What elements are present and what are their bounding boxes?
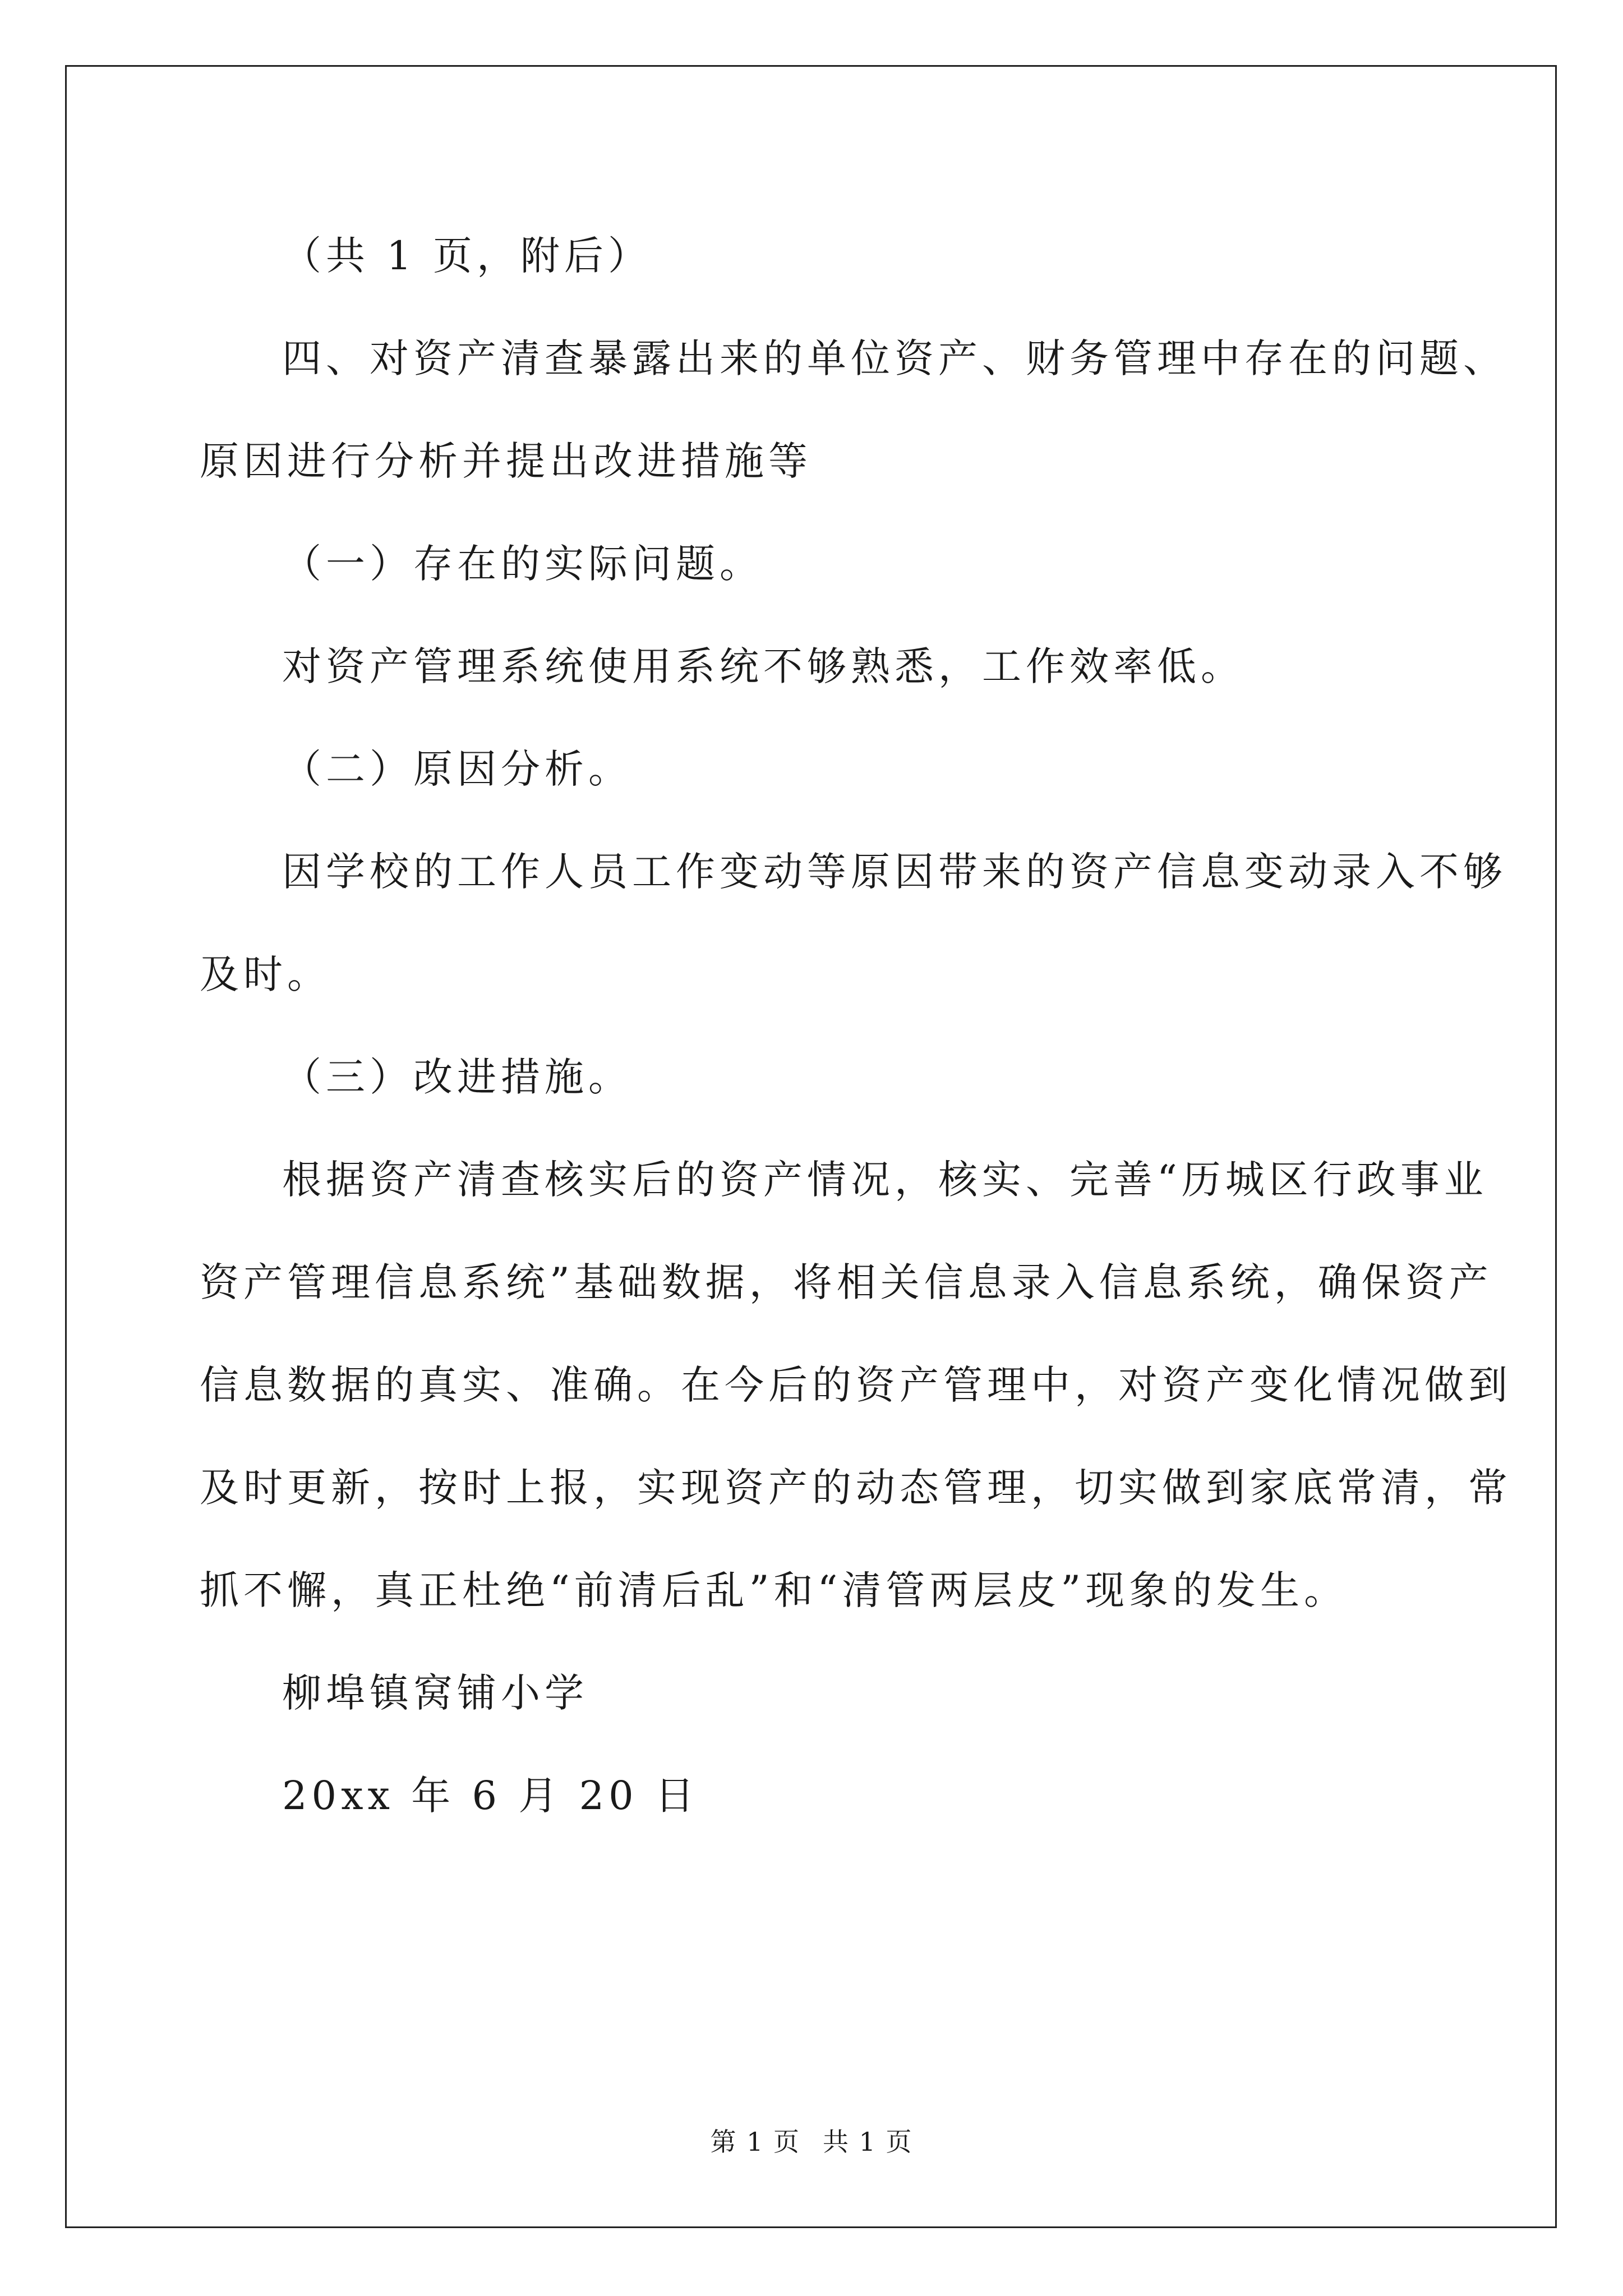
subsection-two-heading: （二）原因分析。 xyxy=(282,746,632,792)
signature-date: 20xx 年 6 月 20 日 xyxy=(282,1773,699,1819)
section-four-heading-line-2: 原因进行分析并提出改进措施等 xyxy=(200,438,812,484)
subsection-three-paragraph-line-1: 根据资产清查核实后的资产情况，核实、完善“历城区行政事业 xyxy=(282,1157,1488,1203)
subsection-three-paragraph-line-3: 信息数据的真实、准确。在今后的资产管理中，对资产变化情况做到 xyxy=(200,1362,1512,1408)
subsection-two-paragraph-line-2: 及时。 xyxy=(200,951,331,997)
current-page-number: 第 1 页 xyxy=(710,2127,800,2157)
subsection-three-paragraph-line-5: 抓不懈，真正杜绝“前清后乱”和“清管两层皮”现象的发生。 xyxy=(200,1567,1348,1613)
subsection-three-paragraph-line-4: 及时更新，按时上报，实现资产的动态管理，切实做到家底常清，常 xyxy=(200,1465,1512,1511)
subsection-three-heading: （三）改进措施。 xyxy=(282,1054,632,1100)
subsection-one-heading: （一）存在的实际问题。 xyxy=(282,541,763,587)
subsection-two-paragraph-line-1: 因学校的工作人员工作变动等原因带来的资产信息变动录入不够 xyxy=(282,849,1507,895)
section-four-heading-line-1: 四、对资产清查暴露出来的单位资产、财务管理中存在的问题、 xyxy=(282,335,1507,381)
page-footer xyxy=(0,2122,1623,2159)
subsection-one-paragraph: 对资产管理系统使用系统不够熟悉，工作效率低。 xyxy=(282,643,1244,689)
attachment-note: （共 1 页，附后） xyxy=(282,233,652,279)
subsection-three-paragraph-line-2: 资产管理信息系统”基础数据，将相关信息录入信息系统，确保资产 xyxy=(200,1259,1493,1305)
signature-organization: 柳埠镇窝铺小学 xyxy=(282,1670,588,1716)
total-page-count: 共 1 页 xyxy=(823,2127,913,2157)
document-body xyxy=(200,205,1512,1847)
